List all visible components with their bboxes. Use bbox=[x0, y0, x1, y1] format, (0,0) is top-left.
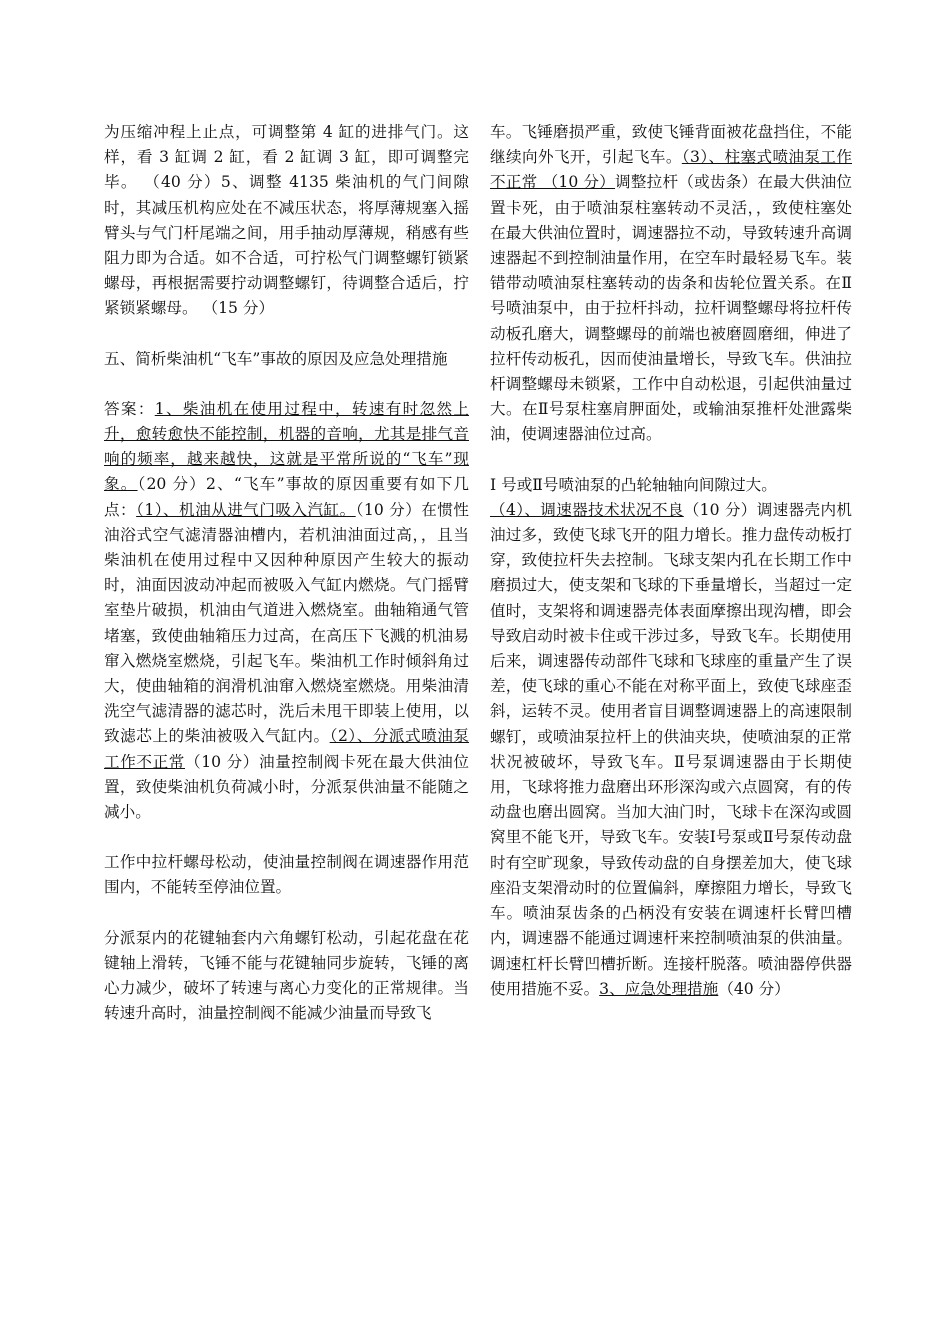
paragraph-plunger-pump bbox=[490, 120, 852, 448]
underlined-cause-3: （3）、柱塞式喷油泵工作不正常 （10 分） bbox=[490, 148, 852, 192]
answer-text-1: （20 分）2、“飞车”事故的原因重要有如下几点： bbox=[104, 475, 469, 519]
answer-paragraph bbox=[104, 397, 469, 825]
answer-text-3: （10 分）油量控制阀卡死在最大供油位置，致使柴油机负荷减小时，分派泵供油量不能随之减小。 bbox=[104, 752, 469, 822]
answer-prefix: 答案： bbox=[104, 399, 155, 418]
right-text-2: 调整拉杆（或齿条）在最大供油位置卡死，由于喷油泵柱塞转动不灵活，，致使柱塞处在最大供油位置时，调速器拉不动，导致转速升高调速器起不到控制油量作用，在空车时最轻易飞车。装错带动喷油泵柱塞转动的齿条和齿轮位置关系。在Ⅱ号喷油泵中，由于拉杆抖动，拉杆调整螺母将拉杆传动板孔磨大，调整螺母的前端也被磨圆磨细，伸进了拉杆传动板孔，因而使油量增长，导致飞车。供油拉杆调整螺母未锁紧，工作中自动松退，引起供油量过大。在Ⅱ号泵柱塞肩胛面处，或输油泵推杆处泄露柴油，使调速器油位过高。 bbox=[490, 173, 852, 444]
underlined-cause-1: （1）、机油从进气门吸入汽缸。 bbox=[136, 500, 356, 519]
paragraph-governor bbox=[490, 473, 852, 1002]
underlined-cause-2: （2）、分派式喷油泵工作不正常 bbox=[104, 727, 469, 771]
left-column bbox=[104, 120, 469, 1027]
section-heading: 五、简析柴油机“飞车”事故的原因及应急处理措施 bbox=[104, 349, 448, 368]
right-text-4: （10 分）调速器壳内机油过多，致使飞球飞开的阻力增长。推力盘传动板打穿，致使拉杆失去控制。飞球支架内孔在长期工作中磨损过大，使支架和飞球的下垂量增长，当超过一定值时，支架将和调速器壳体表面摩擦出现沟槽，即会导致启动时被卡住或干涉过多，导致飞车。长期使用后来，调速器传动部件飞球和飞球座的重量产生了误差，使飞球的重心不能在对称平面上，致使飞球座歪斜，运转不灵。使用者盲目调整调速器上的高速限制螺钉，或喷油泵拉杆上的供油夹块，使喷油泵的正常状况被破坏，导致飞车。Ⅱ号泵调速器由于长期使用，飞球将推力盘磨出环形深沟或六点圆窝，有的传动盘也磨出圆窝。当加大油门时，飞球卡在深沟或圆窝里不能飞开，导致飞车。安装Ⅰ号泵或Ⅱ号泵传动盘时有空旷现象，导致传动盘的自身摆差加大，使飞球座沿支架滑动时的位置偏斜，摩擦阻力增长，导致飞车。喷油泵齿条的凸柄没有安装在调速杆长臂凹槽内，调速器不能通过调速杆来控制喷油泵的供油量。调速杠杆长臂凹槽折断。连接杆脱落。喷油器停供器使用措施不妥。 bbox=[490, 500, 852, 998]
right-text-3: Ⅰ 号或Ⅱ号喷油泵的凸轮轴轴向间隙过大。 bbox=[490, 475, 777, 494]
paragraph-spline-shaft: 分派泵内的花键轴套内六角螺钉松动，引起花盘在花键轴上滑转，飞锤不能与花键轴同步旋转，飞锤的离心力减少，破坏了转速与离心力变化的正常规律。当转速升高时，油量控制阀不能减少油量而导致飞 bbox=[104, 928, 469, 1023]
answer-text-2: （10 分）在惯性油浴式空气滤清器油槽内，若机油油面过高，，且当柴油机在使用过程中又因种种原因产生较大的振动时，油面因波动冲起而被吸入气缸内燃烧。气门摇臂室垫片破损，机油由气道进入燃烧室。曲轴箱通气管堵塞，致使曲轴箱压力过高，在高压下飞溅的机油易窜入燃烧室燃烧，引起飞车。柴油机工作时倾斜角过大，使曲轴箱的润滑机油窜入燃烧室燃烧。用柴油清洗空气滤清器的滤芯时，洗后未甩干即装上使用，以致滤芯上的柴油被吸入气缸内。 bbox=[104, 500, 469, 746]
right-text-5: （40 分） bbox=[718, 979, 790, 998]
right-text-1: 车。飞锤磨损严重，致使飞锤背面被花盘挡住，不能继续向外飞开，引起飞车。 bbox=[490, 123, 852, 167]
underlined-runaway-definition: 1、柴油机在使用过程中，转速有时忽然上升，愈转愈快不能控制，机器的音响，尤其是排气音响的频率，越来越快，这就是平常所说的“飞车”现象。 bbox=[104, 399, 469, 494]
paragraph-valve-adjustment: 为压缩冲程上止点，可调整第 4 缸的进排气门。这样，看 3 缸调 2 缸，看 2 缸调 3 缸，即可调整完毕。 （40 分）5、调整 4135 柴油机的气门间隙时，其减压机构应处在不减压状态，将厚薄规塞入摇臂头与气门杆尾端之间，用手抽动厚薄规，稍感有些阻力即为合适。如不合适，可拧松气门调整螺钉锁紧螺母，再根据需要拧动调整螺钉，待调整合适后，拧紧锁紧螺母。 （15 分） bbox=[104, 123, 469, 318]
right-column bbox=[490, 120, 852, 1002]
underlined-emergency-measures: 3、应急处理措施 bbox=[599, 979, 719, 998]
paragraph-lever-nut: 工作中拉杆螺母松动，使油量控制阀在调速器作用范围内，不能转至停油位置。 bbox=[104, 853, 469, 897]
underlined-cause-4: （4）、调速器技术状况不良 bbox=[490, 500, 684, 519]
